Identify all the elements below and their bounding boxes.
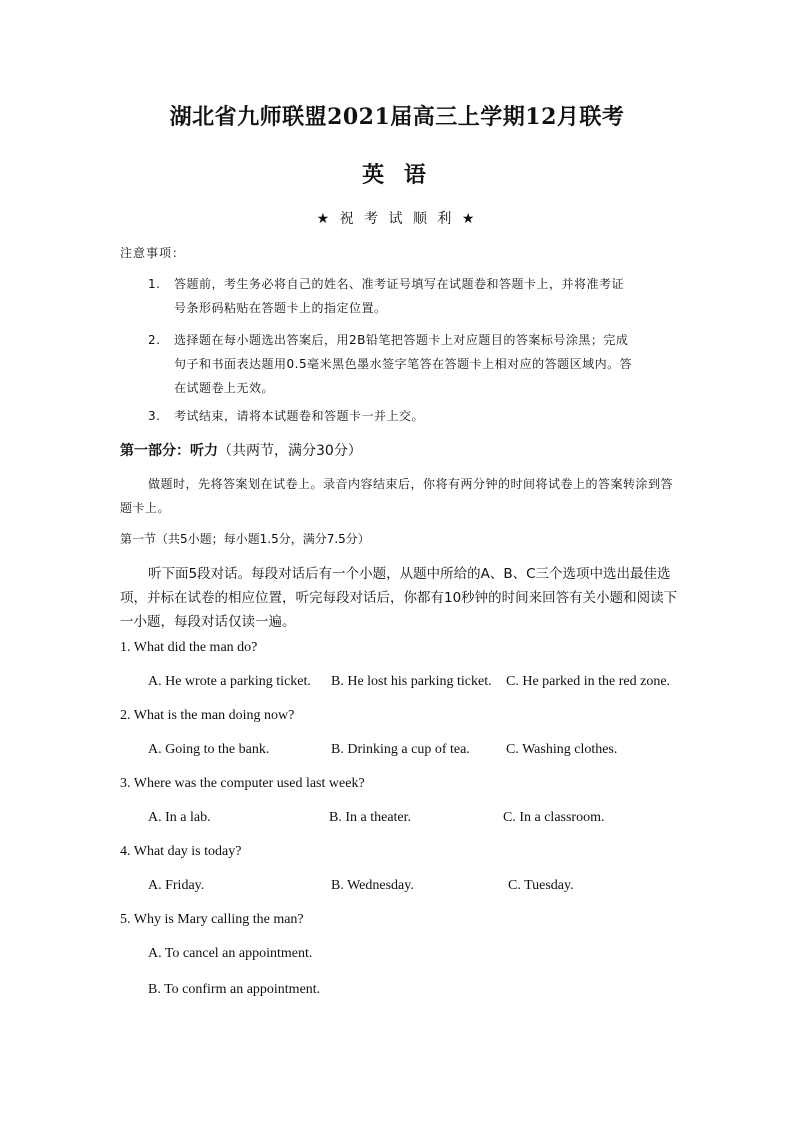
question-1-option-a: A. He wrote a parking ticket.	[148, 674, 311, 689]
question-3-option-c: C. In a classroom.	[503, 810, 605, 825]
notice-number: 3.	[148, 409, 161, 423]
notice-item-3	[148, 404, 678, 428]
subject-title: 英 语	[362, 162, 432, 188]
part-intro-text: 做题时，先将答案划在试卷上。录音内容结束后，你将有两分钟的时间将试卷上的答案转涂到答题卡上。	[120, 477, 674, 515]
notice-item-2	[148, 328, 678, 400]
question-2-option-c: C. Washing clothes.	[506, 742, 618, 757]
notice-text: 句子和书面表达题用0.5毫米黑色墨水签字笔答在答题卡上相对应的答题区域内。答	[174, 357, 633, 371]
question-2: 2. What is the man doing now?	[120, 708, 295, 723]
good-luck-line: ★ 祝 考 试 顺 利 ★	[316, 211, 478, 227]
question-5-option-a: A. To cancel an appointment.	[148, 946, 313, 961]
section-instructions	[120, 562, 680, 634]
notice-text: 答题前，考生务必将自己的姓名、准考证号填写在试题卷和答题卡上，并将准考证	[174, 277, 625, 291]
question-4-option-c: C. Tuesday.	[508, 878, 574, 893]
question-5-option-b: B. To confirm an appointment.	[148, 982, 321, 997]
question-2-option-b: B. Drinking a cup of tea.	[331, 742, 470, 757]
question-3-option-a: A. In a lab.	[148, 810, 211, 825]
question-3: 3. Where was the computer used last week?	[120, 776, 365, 791]
section-heading: 第一节（共5小题；每小题1.5分，满分7.5分）	[120, 532, 370, 546]
notice-text: 在试题卷上无效。	[174, 381, 275, 395]
part-score: （共两节，满分30分）	[218, 443, 362, 459]
notice-heading: 注意事项：	[120, 246, 186, 260]
part-intro	[120, 472, 675, 520]
question-3-option-b: B. In a theater.	[329, 810, 412, 825]
question-4-option-a: A. Friday.	[148, 878, 205, 893]
question-4: 4. What day is today?	[120, 844, 242, 859]
part-heading	[120, 440, 362, 460]
notice-item-1	[148, 272, 678, 320]
exam-title: 湖北省九师联盟2021届高三上学期12月联考	[169, 104, 625, 130]
question-1-option-c: C. He parked in the red zone.	[506, 674, 671, 689]
question-1-option-b: B. He lost his parking ticket.	[331, 674, 492, 689]
instructions-text: 听下面5段对话。每段对话后有一个小题，从题中所给的A、B、C三个选项中选出最佳选项，并标在试卷的相应位置，听完每段对话后，你都有10秒钟的时间来回答有关小题和阅读下一小题，每段对话仅读一遍。	[120, 566, 678, 630]
notice-number: 2.	[148, 333, 161, 347]
question-1: 1. What did the man do?	[120, 640, 258, 655]
question-2-option-a: A. Going to the bank.	[148, 742, 270, 757]
question-5: 5. Why is Mary calling the man?	[120, 912, 304, 927]
part-title: 第一部分：听力	[120, 443, 218, 459]
notice-text: 考试结束，请将本试题卷和答题卡一并上交。	[174, 409, 425, 423]
notice-text: 号条形码粘贴在答题卡上的指定位置。	[174, 301, 387, 315]
question-4-option-b: B. Wednesday.	[331, 878, 414, 893]
notice-number: 1.	[148, 277, 161, 291]
notice-text: 选择题在每小题选出答案后，用2B铅笔把答题卡上对应题目的答案标号涂黑；完成	[174, 333, 629, 347]
